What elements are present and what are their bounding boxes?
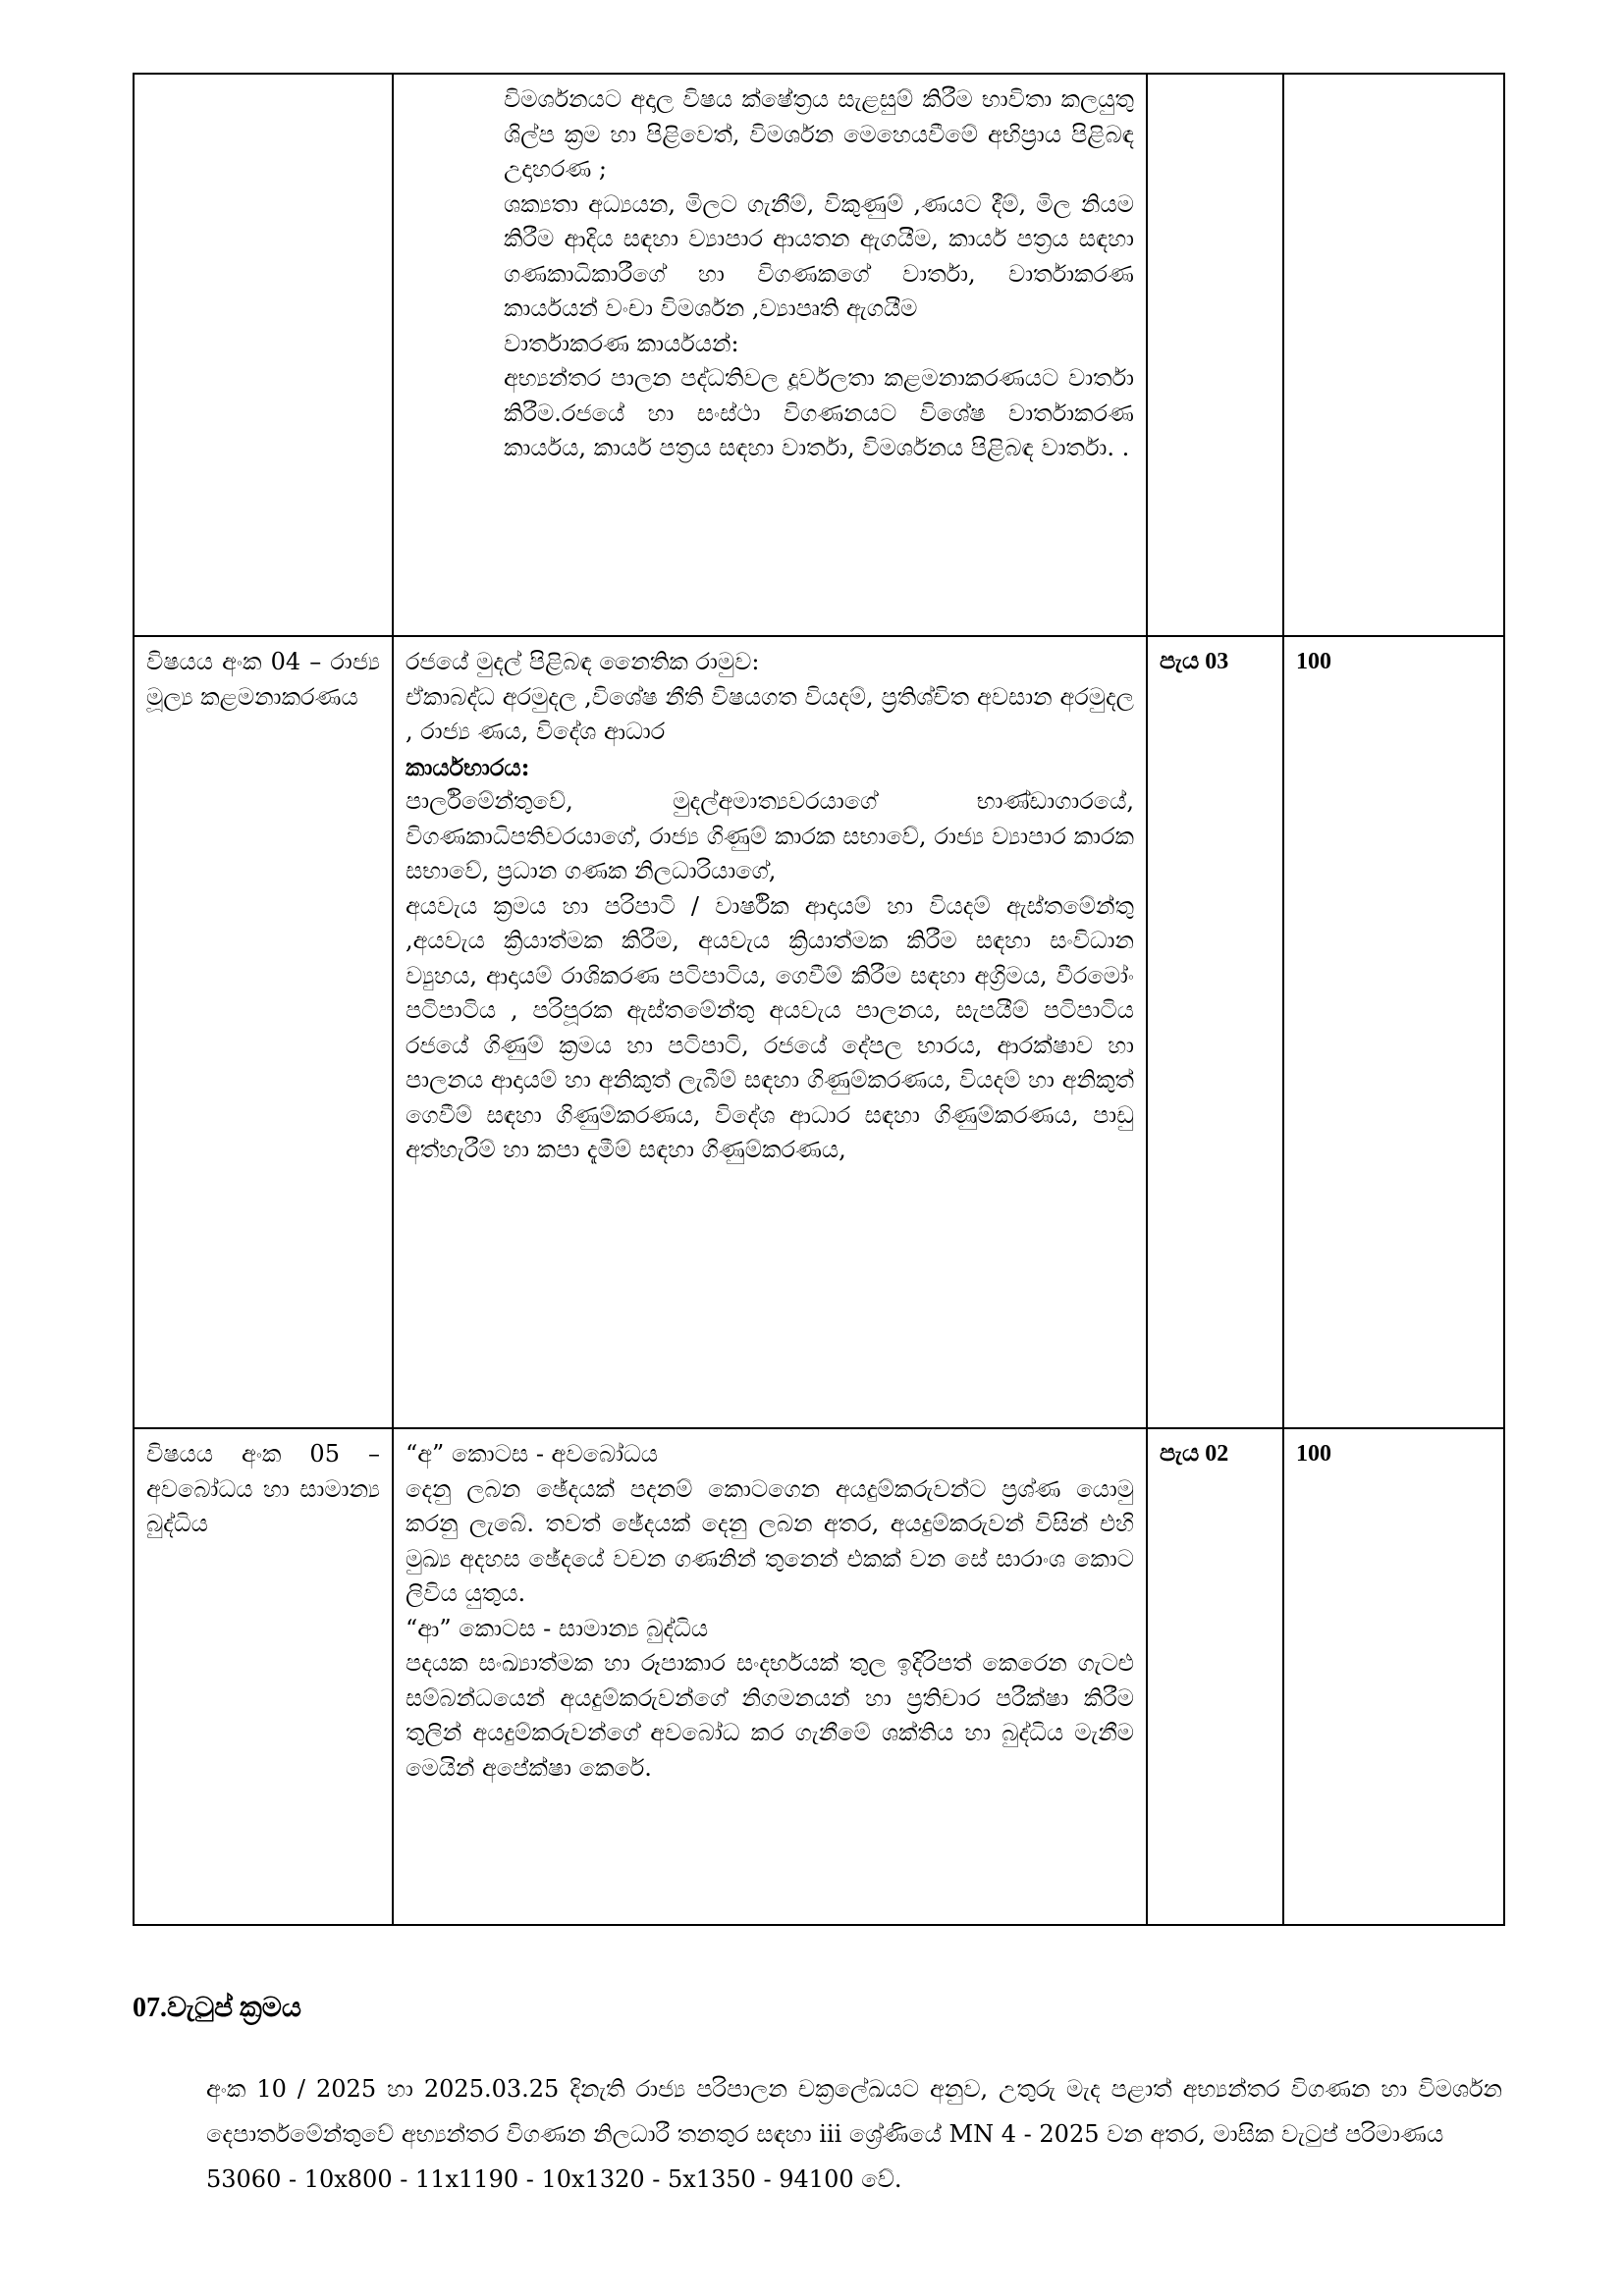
subject-cell: විෂයය අංක 05 – අවබෝධය හා සාමාන්‍ය බුද්ධිය: [134, 1428, 393, 1925]
part-b-text: පදයක සංඛ්‍යාත්මක හා රූපාකාර සංදර්භයක් තුල ඉදිරිපත් කෙරෙන ගැටළු සම්බන්ධයෙන් අයදුම්කරුවන්ගේ නිගමනයන් හා ප්‍රතිචාර පරීක්ෂා කිරීම තුලින් අයදුම්කරුවන්ගේ අවබෝධ කර ගැනීමේ ශක්තිය හා බුද්ධිය මැනීම මෙයින් අපේක්ෂා කෙරේ.: [406, 1649, 1134, 1782]
syllabus-table: [133, 73, 1505, 1926]
duration-cell: [1147, 74, 1283, 636]
marks-cell: 100: [1283, 636, 1504, 1428]
content-paragraph: ශක්‍යතා අධ්‍යයන, මිලට ගැනීම්, විකුණුම් ,ණයට දීම්, මිල නියම කිරීම ආදිය සඳහා ව්‍යාපාර ආයතන ඇගයීම, කාර්ය පත්‍රය සඳහා ගණකාධිකාරීගේ හා විගණකගේ වාර්තා, වාර්තාකරණ කාර්යයන් වංචා විමර්ශන ,ව්‍යාපෘති ඇගයීම: [504, 189, 1134, 322]
content-paragraph: විමර්ශනයට අදාල විෂය ක්ෂේත්‍රය සැළසුම් කිරීම භාවිතා කලයුතු ශිල්ප ක්‍රම හා පිළිවෙත්, විමර්ශන මෙහෙයවීමේ අභිප්‍රාය පිළිබඳ උදාහරණ ;: [504, 85, 1134, 183]
part-a-title: “අ” කොටස - අවබෝධය: [406, 1440, 659, 1468]
table-row: [134, 636, 1504, 1428]
table-row: [134, 74, 1504, 636]
salary-paragraph: අංක 10 / 2025 හා 2025.03.25 දිනැති රාජ්‍ය පරිපාලන චක්‍රලේඛයට අනුව, උතුරු මැද පළාත් අභ්‍යන්තර විගණන හා විමර්ශන දෙපාර්තමේන්තුවේ අභ්‍යන්තර විගණන නිලධාරී තනතුර සඳහා iii ශ්‍රේණියේ MN 4 - 2025 වන අතර, මාසික වැටුප් පරිමාණය: [206, 2075, 1502, 2148]
content-subheading: කාර්යභාරය:: [406, 752, 530, 781]
content-heading: රජයේ මුදල් පිළිබඳ නෛතික රාමුව:: [406, 648, 760, 675]
subject-cell: විෂයය අංක 04 – රාජ්‍ය මූල්‍ය කළමනාකරණය: [134, 636, 393, 1428]
content-cell: [393, 1428, 1147, 1925]
duration-cell: පැය 03: [1147, 636, 1283, 1428]
content-paragraph: වාර්තාකරණ කාර්යයන්:: [504, 329, 739, 357]
table-row: [134, 1428, 1504, 1925]
content-cell: [393, 74, 1147, 636]
salary-scale: 53060 - 10x800 - 11x1190 - 10x1320 - 5x1350 - 94100 වේ.: [206, 2165, 902, 2193]
content-paragraph: ඒකාබද්ධ අරමුදල ,විශේෂ නීති විෂයගත වියදම්, ප්‍රතිශ්චිත අවසාන අරමුදල , රාජ්‍ය ණය, විදේශ ආධාර: [406, 682, 1134, 745]
subject-cell: [134, 74, 393, 636]
salary-section: [206, 2066, 1502, 2202]
marks-cell: [1283, 74, 1504, 636]
marks-cell: 100: [1283, 1428, 1504, 1925]
content-paragraph: අයවැය ක්‍රමය හා පරිපාටි / වාර්ෂික ආදායම් හා වියදම් ඇස්තමේන්තු ,අයවැය ක්‍රියාත්මක කිරීම, අයවැය ක්‍රියාත්මක කිරීම සඳහා සංවිධාන ව්‍යුහය, ආදායම් රාශිකරණ පටිපාටිය, ගෙවීම් කිරීම සඳහා අග්‍රිමය, වීරමෝං පටිපාටිය , පරිපූරක ඇස්තමේන්තු අයවැය පාලනය, සැපයීම් පටිපාටිය රජයේ ගිණුම් ක්‍රමය හා පටිපාටි, රජයේ දේපල භාරය, ආරක්ෂාව හා පාලනය ආදායම් හා අනිකුත් ලැබීම් සඳහා ගිණුම්කරණය, වියදම් හා අනිකුත් ගෙවීම් සඳහා ගිණුම්කරණය, විදේශ ආධාර සඳහා ගිණුම්කරණය, පාඩු අත්හැරීම් හා කපා දැමීම් සඳහා ගිණුම්කරණය,: [406, 891, 1134, 1163]
content-paragraph: පාර්ලිමේන්තුවේ, මුදල්අමාත්‍යවරයාගේ භාණ්ඩාගාරයේ, විගණකාධිපතිවරයාගේ, රාජ්‍ය ගිණුම් කාරක සභාවේ, රාජ්‍ය ව්‍යාපාර කාරක සභාවේ, ප්‍රධාන ගණක නිලධාරියාගේ,: [406, 787, 1134, 884]
section-heading: 07.වැටුප් ක්‍රමය: [133, 1993, 302, 2023]
part-b-title: “ආ” කොටස - සාමාන්‍ය බුද්ධිය: [406, 1614, 709, 1642]
content-paragraph: අභ්‍යන්තර පාලන පද්ධතිවල දූර්වලතා කළමනාකරණයට වාර්තා කිරීම.රජයේ හා සංස්ථා විගණනයට විශේෂ වාර්තාකරණ කාර්යය, කාර්ය පත්‍රය සඳහා වාර්තා, විමර්ශනය පිළිබඳ වාර්තා. .: [504, 364, 1134, 461]
part-a-text: දෙනු ලබන ඡේදයක් පදනම් කොටගෙන අයදුම්කරුවන්ට ප්‍රශ්ණ යොමු කරනු ලැබේ. තවත් ඡේදයක් දෙනු ලබන අතර, අයදුම්කරුවන් විසින් එහි මුඛ්‍ය අදහස ඡේදයේ වචන ගණනින් තුනෙන් එකක් වන සේ සාරාංශ කොට ලිවිය යුතුය.: [406, 1474, 1134, 1607]
duration-cell: පැය 02: [1147, 1428, 1283, 1925]
content-cell: [393, 636, 1147, 1428]
